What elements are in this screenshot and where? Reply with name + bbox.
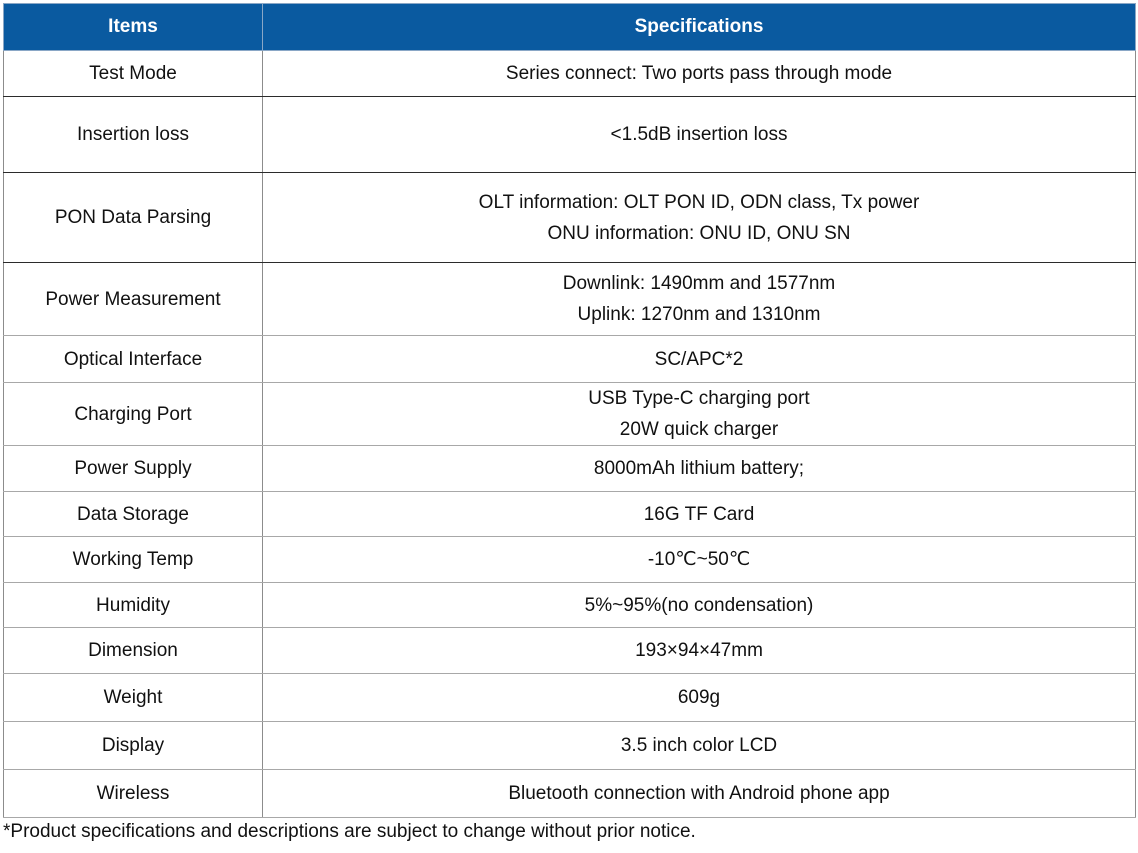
header-items: Items xyxy=(4,4,263,51)
item-cell: Weight xyxy=(4,674,263,722)
spec-cell xyxy=(263,446,1136,492)
spec-cell xyxy=(263,336,1136,383)
spec-line: 609g xyxy=(677,687,721,708)
table-row xyxy=(4,628,1136,674)
table-row xyxy=(4,446,1136,492)
spec-line: 20W quick charger xyxy=(619,419,779,440)
table-row xyxy=(4,263,1136,336)
spec-cell xyxy=(263,173,1136,263)
table-row xyxy=(4,583,1136,628)
table-header-row xyxy=(4,4,1136,51)
spec-table xyxy=(3,3,1136,818)
spec-cell xyxy=(263,537,1136,583)
spec-cell xyxy=(263,263,1136,336)
table-row xyxy=(4,770,1136,818)
spec-line: Uplink: 1270nm and 1310nm xyxy=(577,304,821,325)
item-cell: Charging Port xyxy=(4,383,263,446)
item-cell: Display xyxy=(4,722,263,770)
footnote: *Product specifications and descriptions are subject to change without prior notice. xyxy=(3,821,696,842)
spec-line: 193×94×47mm xyxy=(635,640,763,661)
table-row xyxy=(4,537,1136,583)
spec-cell xyxy=(263,628,1136,674)
item-cell: Working Temp xyxy=(4,537,263,583)
spec-line: SC/APC*2 xyxy=(654,348,744,370)
item-cell: Humidity xyxy=(4,583,263,628)
spec-table-container xyxy=(3,3,1135,818)
spec-cell xyxy=(263,674,1136,722)
table-row xyxy=(4,336,1136,383)
item-cell: PON Data Parsing xyxy=(4,173,263,263)
table-row xyxy=(4,97,1136,173)
spec-line: USB Type-C charging port xyxy=(588,388,810,409)
item-cell: Power Supply xyxy=(4,446,263,492)
item-cell: Data Storage xyxy=(4,492,263,537)
item-cell: Wireless xyxy=(4,770,263,818)
item-cell: Power Measurement xyxy=(4,263,263,336)
table-row xyxy=(4,492,1136,537)
spec-line: Downlink: 1490mm and 1577nm xyxy=(562,273,836,294)
spec-cell xyxy=(263,383,1136,446)
spec-cell xyxy=(263,97,1136,173)
spec-line: 8000mAh lithium battery; xyxy=(593,458,805,479)
item-cell: Insertion loss xyxy=(4,97,263,173)
spec-line: ONU information: ONU ID, ONU SN xyxy=(547,222,851,244)
spec-line: 16G TF Card xyxy=(643,503,755,525)
spec-line: 5%~95%(no condensation) xyxy=(584,594,814,616)
spec-line: <1.5dB insertion loss xyxy=(610,124,788,145)
spec-cell xyxy=(263,51,1136,97)
item-cell: Dimension xyxy=(4,628,263,674)
item-cell: Test Mode xyxy=(4,51,263,97)
table-row xyxy=(4,173,1136,263)
header-specifications: Specifications xyxy=(263,4,1136,51)
table-row xyxy=(4,383,1136,446)
spec-line: Series connect: Two ports pass through mode xyxy=(505,63,893,84)
spec-line: Bluetooth connection with Android phone app xyxy=(508,783,890,804)
spec-cell xyxy=(263,583,1136,628)
table-row xyxy=(4,722,1136,770)
table-row xyxy=(4,51,1136,97)
item-cell: Optical Interface xyxy=(4,336,263,383)
spec-line: OLT information: OLT PON ID, ODN class, Tx power xyxy=(478,191,920,213)
spec-line: -10℃~50℃ xyxy=(647,549,751,570)
spec-line: 3.5 inch color LCD xyxy=(620,735,778,756)
spec-cell xyxy=(263,492,1136,537)
table-row xyxy=(4,674,1136,722)
spec-cell xyxy=(263,722,1136,770)
spec-cell xyxy=(263,770,1136,818)
